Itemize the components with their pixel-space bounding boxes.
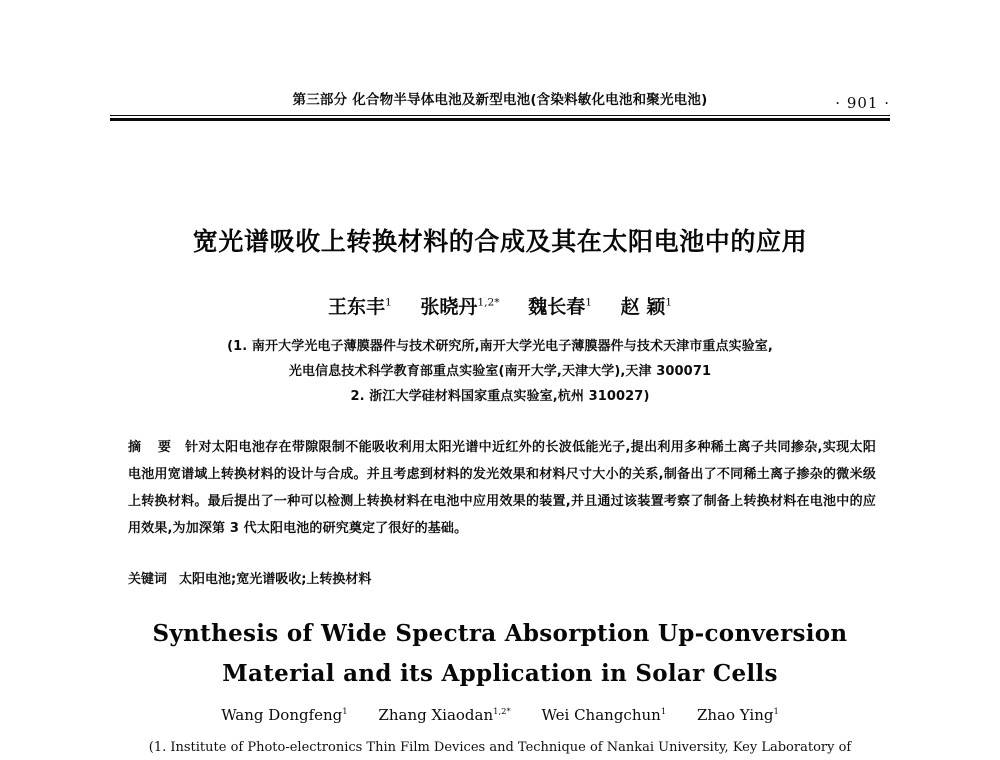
page-number: · 901 · <box>835 94 890 112</box>
author-affiliation-marker: 1 <box>665 295 673 309</box>
keywords-text: 太阳电池;宽光谱吸收;上转换材料 <box>179 572 372 587</box>
author-name: 张晓丹 <box>420 296 478 318</box>
header-rule-thin <box>110 115 890 116</box>
header-rule-thick <box>110 118 890 121</box>
english-affiliation-line-1: (1. Institute of Photo-electronics Thin Film Devices and Technique of Nankai University, Key Laboratory of <box>148 740 852 755</box>
author-entry <box>221 706 347 724</box>
author-affiliation-marker: 1 <box>585 295 593 309</box>
abstract-text: 针对太阳电池存在带隙限制不能吸收利用太阳光谱中近红外的长波低能光子,提出利用多种稀土离子共同掺杂,实现太阳电池用宽谱域上转换材料的设计与合成。并且考虑到材料的发光效果和材料尺寸大小的关系,制备出了不同稀土离子掺杂的微米级上转换材料。最后提出了一种可以检测上转换材料在电池中应用效果的装置,并且通过该装置考察了制备上转换材料在电池中的应用效果,为加深第 3 代太阳电池的研究奠定了很好的基础。 <box>128 440 876 536</box>
author-affiliation-marker: 1 <box>342 706 348 716</box>
english-title-line-2: Material and its Application in Solar Cells <box>222 660 778 687</box>
english-title-line-1: Synthesis of Wide Spectra Absorption Up-conversion <box>152 620 848 647</box>
author-entry <box>697 706 779 724</box>
author-entry <box>541 706 666 724</box>
author-affiliation-marker: 1,2* <box>477 295 500 309</box>
author-name: Wang Dongfeng <box>221 706 343 724</box>
author-name: Wei Changchun <box>541 706 661 724</box>
header-row <box>110 88 890 112</box>
chinese-author-list <box>0 292 1000 319</box>
author-name: 王东丰 <box>327 296 385 318</box>
author-entry <box>621 296 672 318</box>
author-affiliation-marker: 1 <box>660 706 667 716</box>
author-name: 赵 颖 <box>620 296 666 318</box>
chinese-affiliation-line-1: (1. 南开大学光电子薄膜器件与技术研究所,南开大学光电子薄膜器件与技术天津市重点实验室, <box>227 339 773 354</box>
abstract-label: 摘 要 <box>128 440 178 455</box>
chinese-affiliation-line-2: 光电信息技术科学教育部重点实验室(南开大学,天津大学),天津 300071 <box>288 364 712 379</box>
author-entry <box>420 296 499 318</box>
author-affiliation-marker: 1 <box>384 295 392 309</box>
author-affiliation-marker: 1,2* <box>493 706 511 716</box>
keywords-label: 关键词 <box>128 572 168 587</box>
author-affiliation-marker: 1 <box>773 706 779 716</box>
author-name: Zhang Xiaodan <box>378 706 494 724</box>
chinese-affiliation-line-3: 2. 浙江大学硅材料国家重点实验室,杭州 310027) <box>350 389 650 404</box>
english-author-list <box>0 706 1000 724</box>
author-entry <box>328 296 392 318</box>
chinese-abstract <box>128 434 876 542</box>
author-entry <box>528 296 592 318</box>
running-title: 第三部分 化合物半导体电池及新型电池(含染料敏化电池和聚光电池) <box>292 92 708 108</box>
author-name: Zhao Ying <box>696 706 774 724</box>
author-name: 魏长春 <box>528 296 586 318</box>
page-header <box>110 88 890 128</box>
chinese-title: 宽光谱吸收上转换材料的合成及其在太阳电池中的应用 <box>192 227 808 256</box>
author-entry <box>378 706 510 724</box>
chinese-keywords <box>128 568 876 587</box>
